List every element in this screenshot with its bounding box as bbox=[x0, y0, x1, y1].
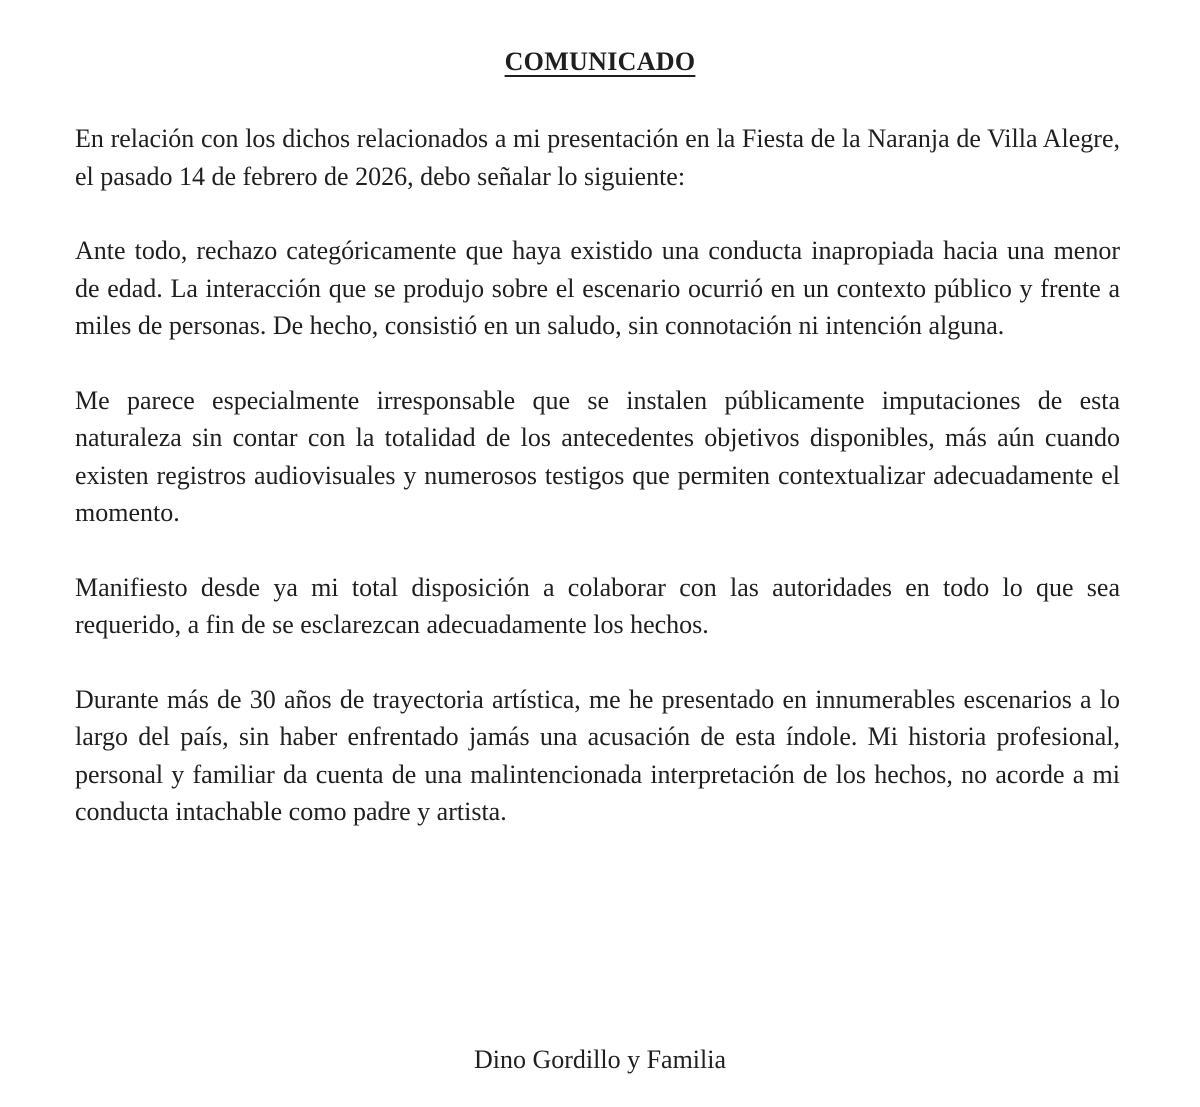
paragraph-4: Manifiesto desde ya mi total disposición a colaborar con las autoridades en todo lo que sea requerido, a fin de se esclarezcan adecuadamente los hechos. bbox=[75, 572, 1120, 639]
paragraph-1: En relación con los dichos relacionados a mi presentación en la Fiesta de la Naranja de Villa Alegre, el pasado 14 de febrero de 2026, debo señalar lo siguiente: bbox=[75, 124, 1120, 191]
paragraph-3: Me parece especialmente irresponsable que se instalen públicamente imputaciones de esta naturaleza sin contar con la totalidad de los antecedentes objetivos disponibles, más aún cuando existen registros audiovisuales y numerosos testigos que permiten contextualizar adecuadamente el momento. bbox=[75, 385, 1120, 527]
document-title: COMUNICADO bbox=[504, 47, 696, 76]
paragraph-2: Ante todo, rechazo categóricamente que haya existido una conducta inapropiada hacia una menor de edad. La interacción que se produjo sobre el escenario ocurrió en un contexto público y frente a miles de personas. De hecho, consistió en un saludo, sin connotación ni intención alguna. bbox=[75, 236, 1120, 340]
paragraph-5: Durante más de 30 años de trayectoria artística, me he presentado en innumerables escenarios a lo largo del país, sin haber enfrentado jamás una acusación de esta índole. Mi historia profesional, personal y familiar da cuenta de una malintencionada interpretación de los hechos, no acorde a mi conducta intachable como padre y artista. bbox=[75, 684, 1120, 826]
document-body bbox=[75, 120, 1120, 868]
signature: Dino Gordillo y Familia bbox=[473, 1045, 727, 1074]
